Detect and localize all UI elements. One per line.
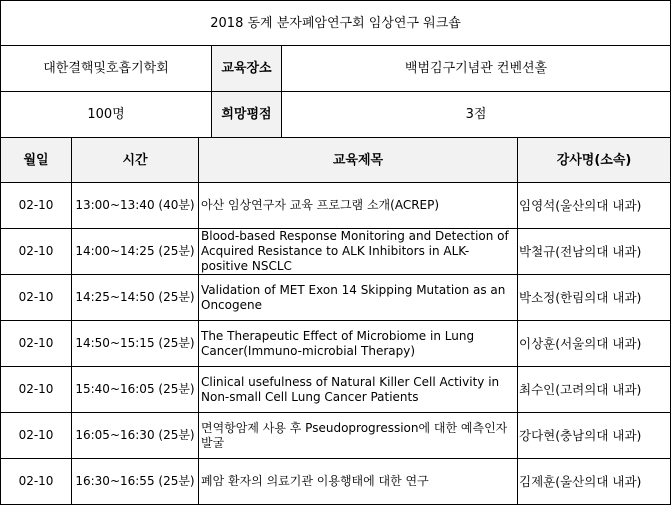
row-date: 02-10	[1, 459, 72, 505]
info-row-credit	[1, 92, 671, 138]
row-speaker: 임영석(울산의대 내과)	[518, 183, 671, 229]
header-date: 월일	[1, 138, 72, 183]
table-row	[1, 413, 671, 459]
table-row	[1, 229, 671, 275]
venue-value: 백범김구기념관 컨벤션홀	[282, 46, 671, 92]
row-topic: Validation of MET Exon 14 Skipping Mutation as an Oncogene	[199, 275, 518, 321]
row-time: 14:25~14:50 (25분)	[72, 275, 199, 321]
row-topic: 아산 임상연구자 교육 프로그램 소개(ACREP)	[199, 183, 518, 229]
credit-value: 3점	[282, 92, 671, 138]
row-date: 02-10	[1, 229, 72, 275]
row-topic: The Therapeutic Effect of Microbiome in Lung Cancer(Immuno-microbial Therapy)	[199, 321, 518, 367]
header-speaker: 강사명(소속)	[518, 138, 671, 183]
row-date: 02-10	[1, 183, 72, 229]
title-row	[1, 1, 671, 46]
row-time: 14:00~14:25 (25분)	[72, 229, 199, 275]
row-time: 14:50~15:15 (25분)	[72, 321, 199, 367]
row-date: 02-10	[1, 367, 72, 413]
column-header-row	[1, 138, 671, 183]
row-topic: Blood-based Response Monitoring and Detection of Acquired Resistance to ALK Inhibitors in ALK-positive NSCLC	[199, 229, 518, 275]
row-speaker: 김제훈(울산의대 내과)	[518, 459, 671, 505]
table-row	[1, 183, 671, 229]
page-title: 2018 동계 분자폐암연구회 임상연구 워크숍	[1, 1, 671, 46]
row-time: 16:05~16:30 (25분)	[72, 413, 199, 459]
row-topic: 폐암 환자의 의료기관 이용행태에 대한 연구	[199, 459, 518, 505]
table-row	[1, 321, 671, 367]
row-date: 02-10	[1, 275, 72, 321]
row-speaker: 강다현(충남의대 내과)	[518, 413, 671, 459]
info-row-venue	[1, 46, 671, 92]
venue-label: 교육장소	[212, 46, 282, 92]
host-organization: 대한결핵및호흡기학회	[1, 46, 212, 92]
header-time: 시간	[72, 138, 199, 183]
row-time: 15:40~16:05 (25분)	[72, 367, 199, 413]
row-speaker: 이상훈(서울의대 내과)	[518, 321, 671, 367]
header-topic: 교육제목	[199, 138, 518, 183]
row-time: 16:30~16:55 (25분)	[72, 459, 199, 505]
table-row	[1, 367, 671, 413]
row-topic: Clinical usefulness of Natural Killer Cell Activity in Non-small Cell Lung Cancer Patients	[199, 367, 518, 413]
table-row	[1, 275, 671, 321]
capacity-value: 100명	[1, 92, 212, 138]
row-time: 13:00~13:40 (40분)	[72, 183, 199, 229]
credit-label: 희망평점	[212, 92, 282, 138]
row-topic: 면역항암제 사용 후 Pseudoprogression에 대한 예측인자 발굴	[199, 413, 518, 459]
row-speaker: 박소정(한림의대 내과)	[518, 275, 671, 321]
row-date: 02-10	[1, 321, 72, 367]
row-speaker: 최수인(고려의대 내과)	[518, 367, 671, 413]
row-speaker: 박철규(전남의대 내과)	[518, 229, 671, 275]
table-row	[1, 459, 671, 505]
row-date: 02-10	[1, 413, 72, 459]
